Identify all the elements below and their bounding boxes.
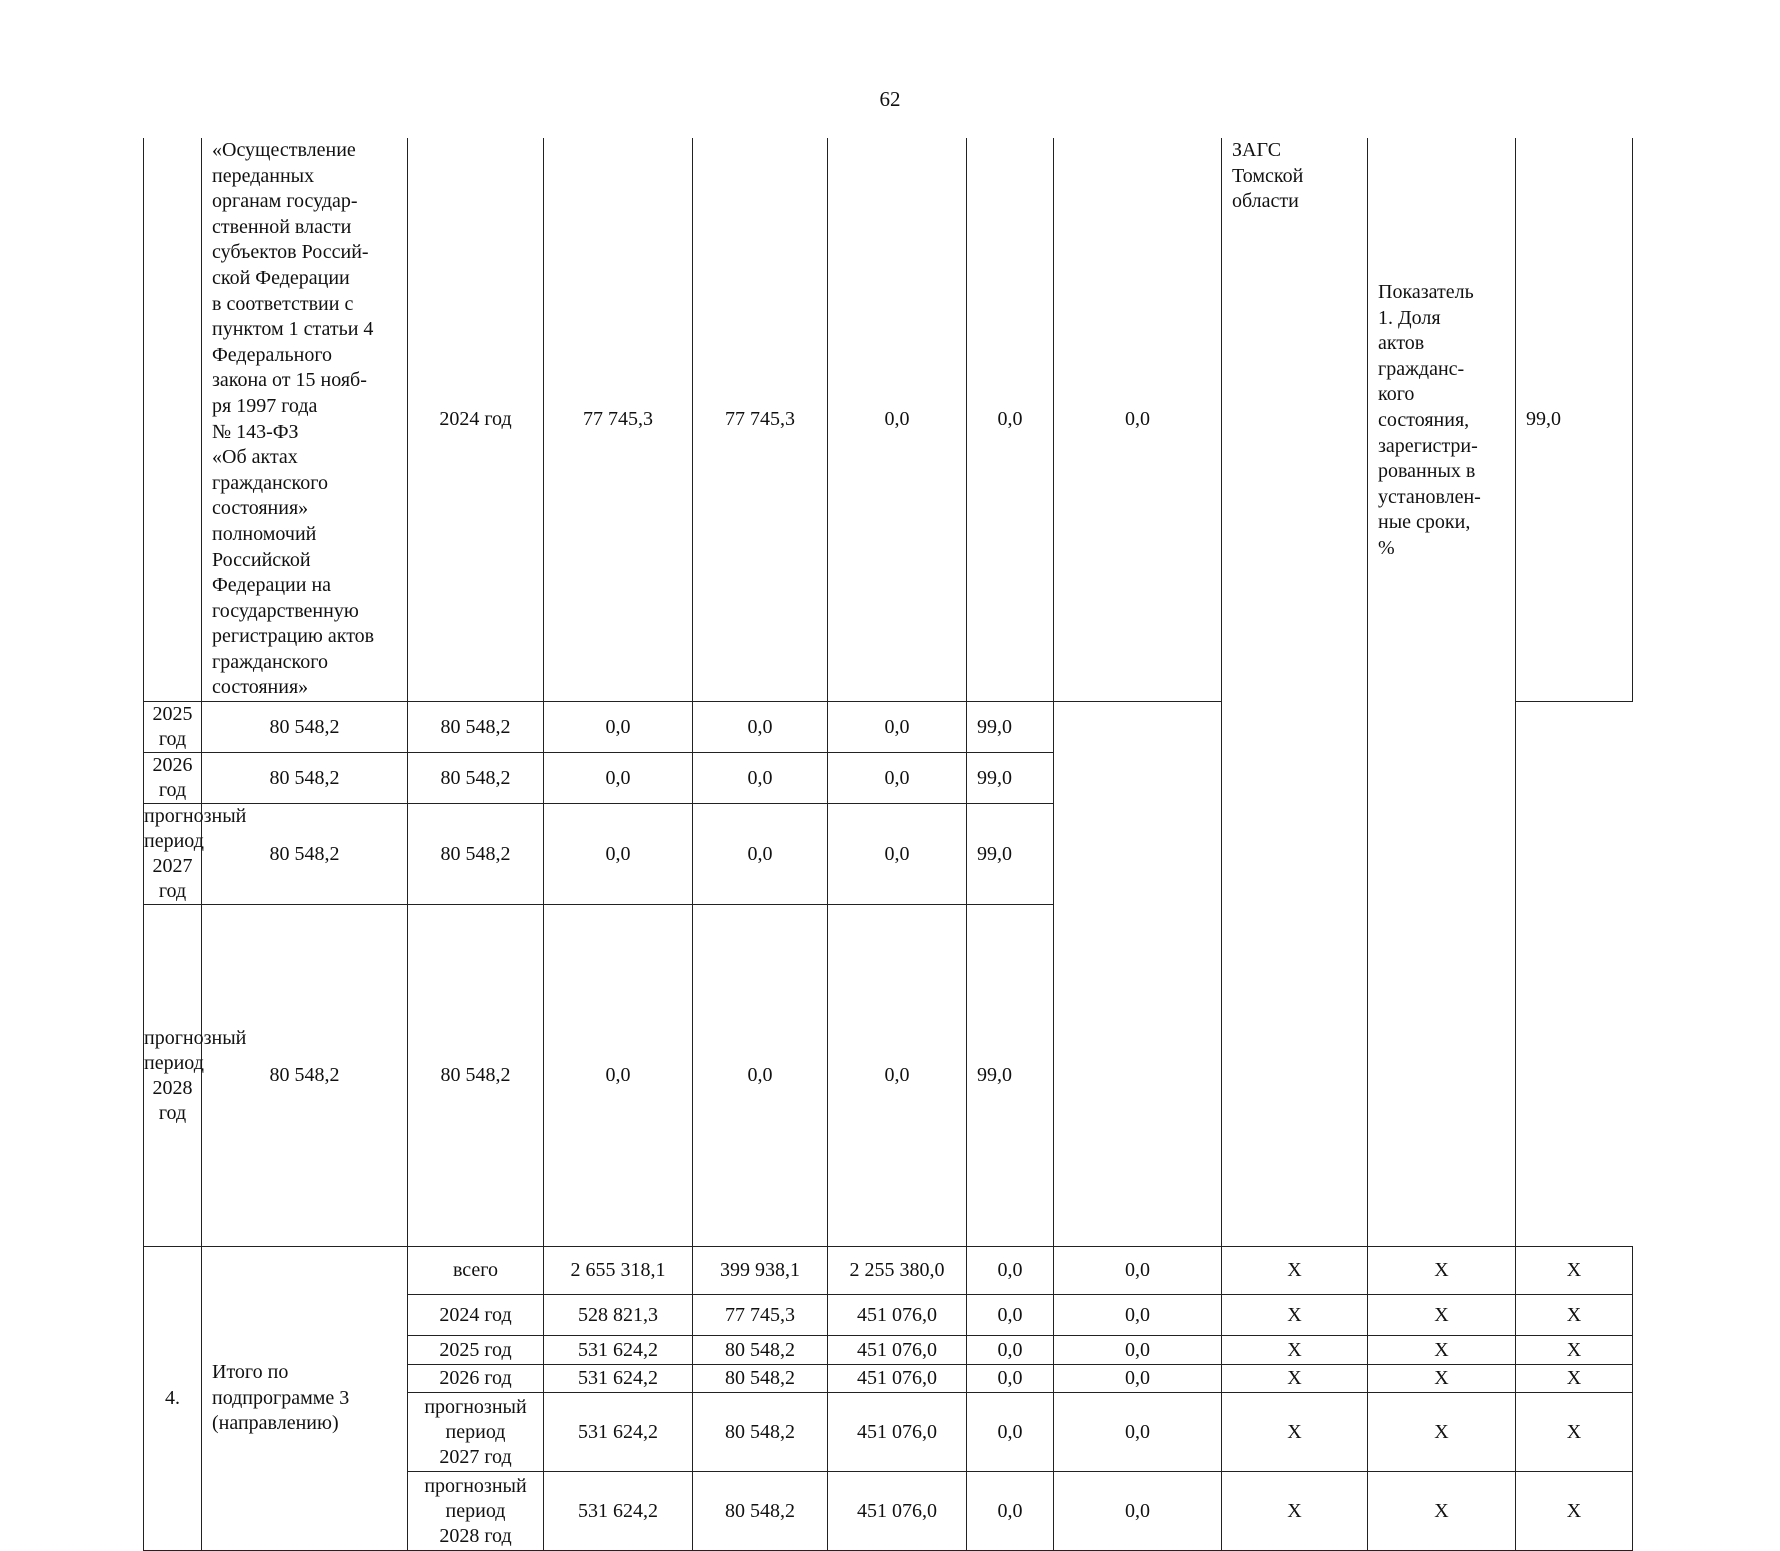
period-cell: прогнозный период 2028 год xyxy=(408,1472,544,1551)
page-number: 62 xyxy=(879,87,901,111)
federal-budget-cell: 0,0 xyxy=(544,905,693,1247)
program-table xyxy=(143,138,1633,1551)
federal-budget-cell: 2 255 380,0 xyxy=(828,1247,967,1295)
local-budget-cell: 0,0 xyxy=(967,1365,1054,1393)
federal-budget-cell: 451 076,0 xyxy=(828,1365,967,1393)
period-cell: 2024 год xyxy=(408,1295,544,1336)
executor-cell xyxy=(1222,138,1368,1247)
regional-budget-cell: 80 548,2 xyxy=(408,804,544,905)
local-budget-cell: 0,0 xyxy=(967,1336,1054,1365)
regional-budget-cell: 80 548,2 xyxy=(693,1365,828,1393)
federal-budget-cell: 0,0 xyxy=(828,138,967,702)
total-cell: 531 624,2 xyxy=(544,1365,693,1393)
regional-budget-cell: 80 548,2 xyxy=(408,905,544,1247)
activity-name-cell xyxy=(202,138,408,702)
local-budget-cell: 0,0 xyxy=(693,753,828,804)
local-budget-cell: 0,0 xyxy=(693,804,828,905)
indicator-value-cell: 99,0 xyxy=(1516,138,1633,702)
total-cell: 80 548,2 xyxy=(202,905,408,1247)
federal-budget-cell: 0,0 xyxy=(544,753,693,804)
total-cell: 80 548,2 xyxy=(202,702,408,753)
federal-budget-cell: 451 076,0 xyxy=(828,1295,967,1336)
period-cell: 2025 год xyxy=(144,702,202,753)
indicator-cell: X xyxy=(1368,1295,1516,1336)
executor-cell: X xyxy=(1222,1393,1368,1472)
total-cell: 80 548,2 xyxy=(202,804,408,905)
total-cell: 531 624,2 xyxy=(544,1472,693,1551)
executor-cell: X xyxy=(1222,1247,1368,1295)
other-sources-cell: 0,0 xyxy=(828,804,967,905)
total-cell: 2 655 318,1 xyxy=(544,1247,693,1295)
regional-budget-cell: 80 548,2 xyxy=(693,1393,828,1472)
indicator-value-cell: 99,0 xyxy=(967,753,1054,804)
indicator-value-cell: X xyxy=(1516,1365,1633,1393)
other-sources-cell: 0,0 xyxy=(828,753,967,804)
regional-budget-cell: 77 745,3 xyxy=(693,1295,828,1336)
executor-cell: X xyxy=(1222,1365,1368,1393)
period-cell: 2024 год xyxy=(408,138,544,702)
table-row xyxy=(144,138,1633,702)
indicator-cell: X xyxy=(1368,1365,1516,1393)
total-cell: 80 548,2 xyxy=(202,753,408,804)
indicator-value-cell: 99,0 xyxy=(967,804,1054,905)
local-budget-cell: 0,0 xyxy=(693,702,828,753)
total-cell: 77 745,3 xyxy=(544,138,693,702)
period-cell: прогнозный период 2028 год xyxy=(144,905,202,1247)
other-sources-cell: 0,0 xyxy=(828,702,967,753)
indicator-value-cell: X xyxy=(1516,1472,1633,1551)
federal-budget-cell: 451 076,0 xyxy=(828,1472,967,1551)
other-sources-cell: 0,0 xyxy=(828,905,967,1247)
local-budget-cell: 0,0 xyxy=(967,1393,1054,1472)
number-cell: 4. xyxy=(144,1247,202,1551)
executor-cell: X xyxy=(1222,1295,1368,1336)
regional-budget-cell: 80 548,2 xyxy=(693,1472,828,1551)
period-cell: прогнозный период 2027 год xyxy=(408,1393,544,1472)
executor: ЗАГС Томской области xyxy=(1232,139,1304,213)
number-cell xyxy=(144,138,202,702)
period-cell: 2026 год xyxy=(144,753,202,804)
subtotal-name: Итого по подпрограмме 3 (направлению) xyxy=(212,1361,350,1435)
federal-budget-cell: 0,0 xyxy=(544,702,693,753)
regional-budget-cell: 80 548,2 xyxy=(408,702,544,753)
period-cell: всего xyxy=(408,1247,544,1295)
period-cell: прогнозный период 2027 год xyxy=(144,804,202,905)
regional-budget-cell: 80 548,2 xyxy=(693,1336,828,1365)
indicator-value-cell: 99,0 xyxy=(967,905,1054,1247)
local-budget-cell: 0,0 xyxy=(967,1295,1054,1336)
subtotal-name-cell xyxy=(202,1247,408,1551)
other-sources-cell: 0,0 xyxy=(1054,1393,1222,1472)
indicator-value-cell: X xyxy=(1516,1247,1633,1295)
local-budget-cell: 0,0 xyxy=(967,1247,1054,1295)
federal-budget-cell: 451 076,0 xyxy=(828,1393,967,1472)
other-sources-cell: 0,0 xyxy=(1054,1365,1222,1393)
other-sources-cell: 0,0 xyxy=(1054,1472,1222,1551)
local-budget-cell: 0,0 xyxy=(967,138,1054,702)
total-cell: 528 821,3 xyxy=(544,1295,693,1336)
table-row xyxy=(144,1247,1633,1295)
local-budget-cell: 0,0 xyxy=(693,905,828,1247)
regional-budget-cell: 77 745,3 xyxy=(693,138,828,702)
indicator-cell: X xyxy=(1368,1472,1516,1551)
indicator-value-cell: X xyxy=(1516,1336,1633,1365)
period-cell: 2025 год xyxy=(408,1336,544,1365)
other-sources-cell: 0,0 xyxy=(1054,1295,1222,1336)
indicator-value-cell: 99,0 xyxy=(967,702,1054,753)
other-sources-cell: 0,0 xyxy=(1054,1336,1222,1365)
indicator-cell: X xyxy=(1368,1393,1516,1472)
indicator-value-cell: X xyxy=(1516,1393,1633,1472)
regional-budget-cell: 80 548,2 xyxy=(408,753,544,804)
total-cell: 531 624,2 xyxy=(544,1393,693,1472)
other-sources-cell: 0,0 xyxy=(1054,138,1222,702)
indicator-cell xyxy=(1368,138,1516,1247)
activity-name: «Осуществление переданных органам государ- ственной власти субъектов Россий- ской Федерации в соответствии с пунктом 1 статьи 4 Федерального закона от 15 нояб- ря 1997 года № 143-ФЗ «Об актах гражданского состояния» полномочий Российской Федерации на государственную регистрацию актов гражданского состояния» xyxy=(212,139,375,699)
indicator-cell: X xyxy=(1368,1336,1516,1365)
federal-budget-cell: 0,0 xyxy=(544,804,693,905)
federal-budget-cell: 451 076,0 xyxy=(828,1336,967,1365)
total-cell: 531 624,2 xyxy=(544,1336,693,1365)
indicator-name: Показатель 1. Доля актов гражданс- кого состояния, зарегистри- рованных в установлен- ные сроки, % xyxy=(1378,281,1481,559)
indicator-cell: X xyxy=(1368,1247,1516,1295)
executor-cell: X xyxy=(1222,1472,1368,1551)
period-cell: 2026 год xyxy=(408,1365,544,1393)
other-sources-cell: 0,0 xyxy=(1054,1247,1222,1295)
executor-cell: X xyxy=(1222,1336,1368,1365)
regional-budget-cell: 399 938,1 xyxy=(693,1247,828,1295)
local-budget-cell: 0,0 xyxy=(967,1472,1054,1551)
indicator-value-cell: X xyxy=(1516,1295,1633,1336)
